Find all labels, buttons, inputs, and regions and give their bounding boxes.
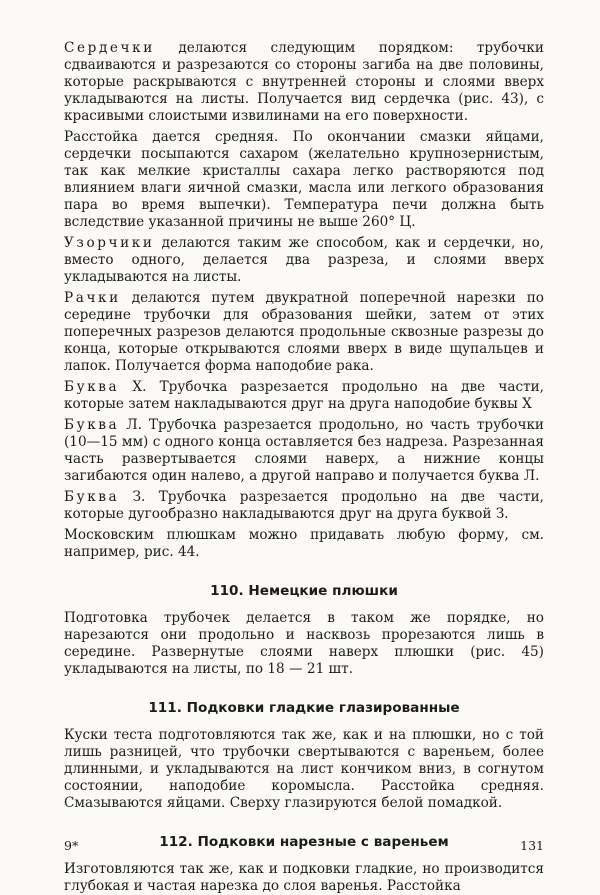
paragraph-uzorchiki — [64, 235, 544, 286]
paragraph-nemetskie: Подготовка трубочек делается в таком же порядке, но нарезаются они продольно и насквозь прорезаются лишь в середине. Развернутые слоями наверх плюшки (рис. 45) укладываются на листы, по 18 — 21 шт. — [64, 610, 544, 677]
paragraph-text: делаются путем двукратной поперечной нарезки по середине трубочки для образования шейки, затем от этих поперечных разрезов делаются продольные сквозные разрезы до конца, которые открываются слоями вверх в виде щупальцев и лапок. Получается форма наподобие рака. — [64, 290, 544, 374]
paragraph-bukva-l — [64, 417, 544, 485]
paragraph-text: Л. Трубочка разрезается продольно, но часть трубочки (10—15 мм) с одного конца оставляется без надреза. Разрезанная часть развертывается слоями наверх, а нижние концы загибаются один налево, а другой направо и получается буква Л. — [64, 417, 544, 484]
section-heading-110: 110. Немецкие плюшки — [210, 583, 398, 599]
paragraph-moskovskie — [64, 527, 544, 561]
paragraph-text: делаются таким же способом, как и сердечки, но, вместо одного, делается два разреза, и слоями вверх укладываются на листы. — [64, 235, 544, 285]
section-heading-112: 112. Подковки нарезные с вареньем — [159, 834, 449, 850]
term-serdechki: Сердечки — [64, 40, 155, 56]
paragraph-text: З. Трубочка разрезается продольно на две части, которые дугообразно накладываются друг на друга буквой З. — [64, 489, 544, 522]
paragraph-bukva-kh — [64, 379, 544, 413]
paragraph-serdechki — [64, 40, 544, 125]
term-bukva: Буква — [64, 417, 120, 433]
page-footer — [64, 838, 544, 853]
paragraph-text: Х. Трубочка разрезается продольно на две части, которые затем накладываются друг на друга наподобие буквы Х — [64, 379, 544, 412]
term-uzorchiki: Узорчики — [64, 235, 155, 251]
page-number: 131 — [520, 838, 544, 853]
term-bukva: Буква — [64, 489, 120, 505]
section-heading-111: 111. Подковки гладкие глазированные — [148, 700, 460, 716]
paragraph-rachki — [64, 290, 544, 375]
paragraph-podkovki-gladkie: Куски теста подготовляются так же, как и на плюшки, но с той лишь разницей, что трубочки свертываются с вареньем, более длинными, и укладываются на лист кончиком вниз, в согнутом состоянии, наподобие коромысла. Расстойка средняя. Смазываются яйцами. Сверху глазируются белой помадкой. — [64, 727, 544, 811]
paragraph-bukva-z — [64, 489, 544, 523]
term-bukva: Буква — [64, 379, 120, 395]
paragraph-text: Московским плюшкам можно придавать любую форму, см. например, рис. 44. — [64, 527, 544, 560]
paragraph-text: Расстойка дается средняя. По окончании смазки яйцами, сердечки посыпаются сахаром (желательно крупнозернистым, так как мелкие кристаллы сахара легко растворяются под влиянием влаги яичной смазки, масла или легкого образования пара во время выпечки). Температура печи должна быть вследствие указанной причины не выше 260° Ц. — [64, 129, 544, 230]
paragraph-rasstoika — [64, 129, 544, 231]
term-rachki: Рачки — [64, 290, 121, 306]
paragraph-podkovki-nareznye: Изготовляются так же, как и подковки гладкие, но производится глубокая и частая нарезка до слоя варенья. Расстойка — [64, 861, 544, 894]
signature-mark: 9* — [64, 838, 79, 853]
paragraph-text: делаются следующим порядком: трубочки сдваиваются и разрезаются со стороны загиба на две половины, которые раскрываются с внутренней стороны и слоями вверх укладываются на листы. Получается вид сердечка (рис. 43), с красивыми слоистыми извилинами на его поверхности. — [64, 40, 544, 124]
